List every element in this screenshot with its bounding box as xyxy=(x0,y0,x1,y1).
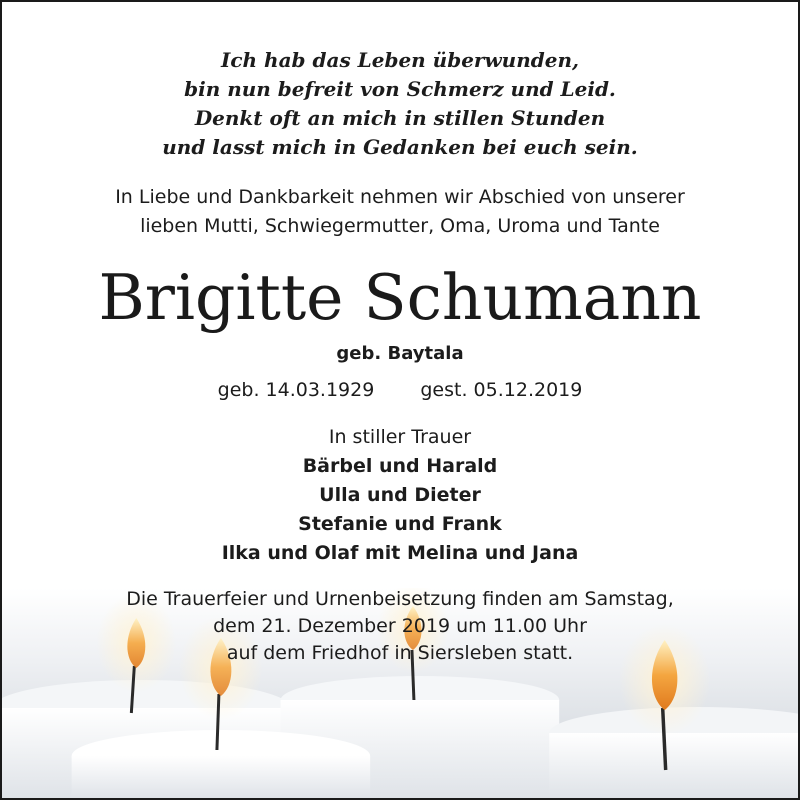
mourners xyxy=(2,423,798,568)
maiden-name: geb. Baytala xyxy=(336,343,464,364)
notice-content xyxy=(2,2,798,667)
funeral-line: auf dem Friedhof in Siersleben statt. xyxy=(226,642,574,664)
mourners-heading: In stiller Trauer xyxy=(328,426,472,448)
mourner-family: Bärbel und Harald xyxy=(302,455,498,477)
intro-line: In Liebe und Dankbarkeit nehmen wir Abschied von unserer xyxy=(115,186,685,208)
mourner-family: Ulla und Dieter xyxy=(319,484,481,506)
farewell-intro xyxy=(2,183,798,241)
deceased-name: Brigitte Schumann xyxy=(98,261,702,334)
poem-line: und lasst mich in Gedanken bei euch sein. xyxy=(162,135,638,159)
poem-line: Ich hab das Leben überwunden, xyxy=(221,48,579,72)
funeral-line: Die Trauerfeier und Urnenbeisetzung finden am Samstag, xyxy=(126,588,674,610)
poem xyxy=(2,2,798,162)
death-date: gest. 05.12.2019 xyxy=(420,379,583,401)
birth-date: geb. 14.03.1929 xyxy=(217,379,375,401)
mourner-family: Stefanie und Frank xyxy=(298,513,502,535)
poem-line: bin nun befreit von Schmerz und Leid. xyxy=(184,77,616,101)
funeral-details xyxy=(2,586,798,667)
intro-line: lieben Mutti, Schwiegermutter, Oma, Uroma und Tante xyxy=(140,215,660,237)
poem-line: Denkt oft an mich in stillen Stunden xyxy=(194,106,606,130)
life-dates xyxy=(2,377,798,403)
funeral-line: dem 21. Dezember 2019 um 11.00 Uhr xyxy=(213,615,587,637)
mourner-family: Ilka und Olaf mit Melina und Jana xyxy=(221,542,579,564)
